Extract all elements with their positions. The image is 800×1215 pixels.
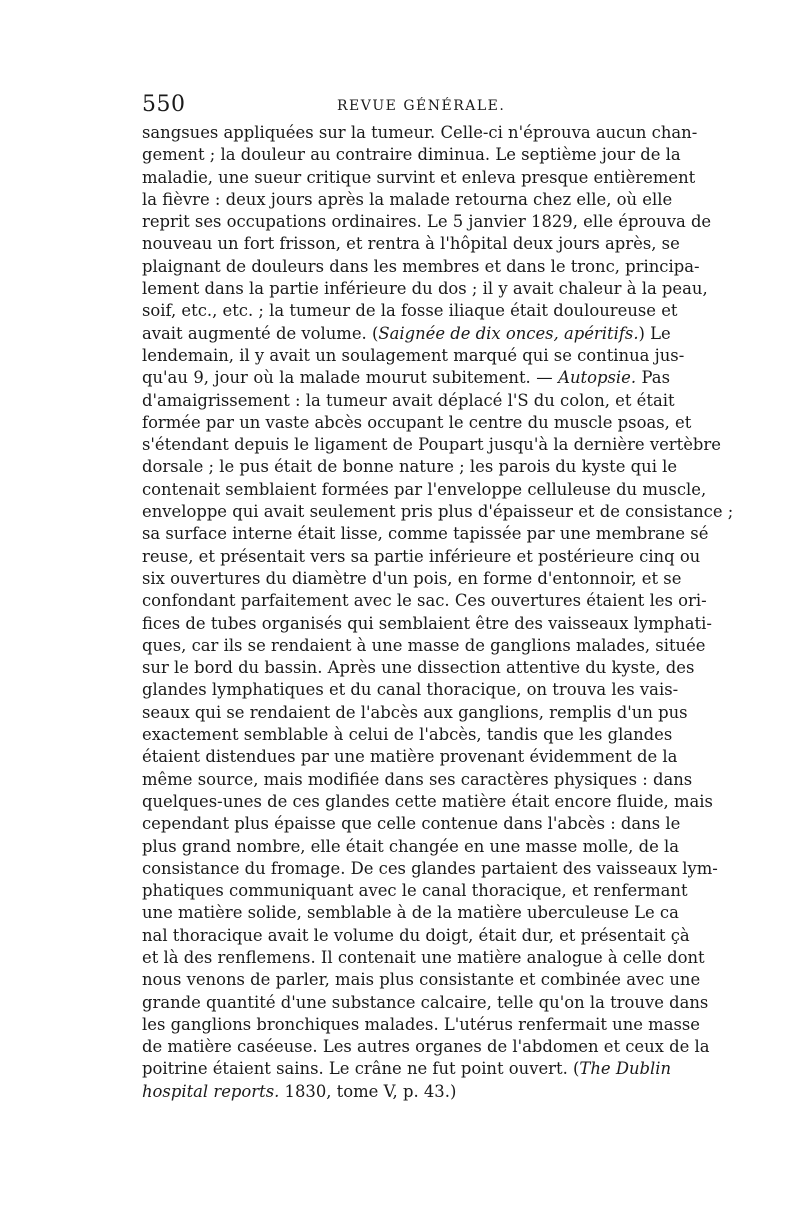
- running-head: [142, 92, 670, 122]
- text-line: [142, 880, 688, 902]
- text-segment: quelques-unes de ces glandes cette matière était encore fluide, mais: [142, 791, 713, 811]
- text-segment: avait augmenté de volume. (: [142, 323, 379, 343]
- text-line: [142, 769, 693, 791]
- text-line: [142, 501, 734, 523]
- text-line: [142, 278, 708, 300]
- text-segment: sa surface interne était lisse, comme tapissée par une membrane sé: [142, 524, 709, 544]
- text-segment: qu'au 9, jour où la malade mourut subitement. —: [142, 368, 559, 388]
- text-segment: les ganglions bronchiques malades. L'utérus renfermait une masse: [142, 1014, 701, 1034]
- text-segment: sur le bord du bassin. Après une dissection attentive du kyste, des: [142, 658, 695, 678]
- text-line: [142, 367, 670, 389]
- italic-text-segment: hospital reports.: [142, 1081, 280, 1101]
- text-segment: reprit ses occupations ordinaires. Le 5 janvier 1829, elle éprouva de: [142, 212, 712, 232]
- text-line: [142, 345, 685, 367]
- text-segment: nouveau un fort frisson, et rentra à l'hôpital deux jours après, se: [142, 234, 680, 254]
- text-line: [142, 456, 678, 478]
- text-segment: ) Le: [638, 323, 671, 343]
- book-page: [142, 92, 734, 1103]
- text-line: [142, 189, 673, 211]
- running-title: REVUE GÉNÉRALE.: [337, 98, 506, 114]
- text-line: [142, 657, 695, 679]
- text-line: [142, 992, 709, 1014]
- text-line: [142, 858, 718, 880]
- text-line: [142, 590, 707, 612]
- text-segment: lement dans la partie inférieure du dos ; il y avait chaleur à la peau,: [142, 279, 708, 299]
- text-line: [142, 1058, 670, 1080]
- text-segment: reuse, et présentait vers sa partie inférieure et postérieure cinq ou: [142, 546, 701, 566]
- text-line: [142, 791, 713, 813]
- text-line: [142, 144, 681, 166]
- italic-text-segment: Saignée de dix onces, apéritifs.: [378, 323, 639, 343]
- text-segment: enveloppe qui avait seulement pris plus d'épaisseur et de consistance ;: [142, 502, 734, 522]
- text-segment: d'amaigrissement : la tumeur avait déplacé l'S du colon, et était: [142, 390, 675, 410]
- text-line: [142, 635, 706, 657]
- text-segment: et là des renflemens. Il contenait une matière analogue à celle dont: [142, 947, 705, 967]
- text-segment: cependant plus épaisse que celle contenue dans l'abcès : dans le: [142, 814, 681, 834]
- text-segment: glandes lymphatiques et du canal thoracique, on trouva les vais-: [142, 680, 679, 700]
- text-segment: poitrine étaient sains. Le crâne ne fut point ouvert. (: [142, 1059, 580, 1079]
- text-segment: gement ; la douleur au contraire diminua. Le septième jour de la: [142, 145, 681, 165]
- text-line: [142, 902, 679, 924]
- text-line: [142, 702, 688, 724]
- text-line: [142, 836, 680, 858]
- text-segment: s'étendant depuis le ligament de Poupart jusqu'à la dernière vertèbre: [142, 435, 721, 455]
- text-line: [142, 1014, 701, 1036]
- text-line: [142, 746, 678, 768]
- text-segment: même source, mais modifiée dans ses caractères physiques : dans: [142, 769, 693, 789]
- text-segment: confondant parfaitement avec le sac. Ces ouvertures étaient les ori-: [142, 591, 707, 611]
- text-line: [142, 211, 712, 233]
- text-line: [142, 122, 698, 144]
- text-segment: la fièvre : deux jours après la malade retourna chez elle, où elle: [142, 189, 673, 209]
- text-line: [142, 813, 681, 835]
- text-segment: 1830, tome V, p. 43.): [279, 1081, 457, 1101]
- text-segment: maladie, une sueur critique survint et enleva presque entièrement: [142, 167, 696, 187]
- italic-text-segment: Autopsie.: [558, 368, 637, 388]
- text-segment: grande quantité d'une substance calcaire, telle qu'on la trouve dans: [142, 992, 709, 1012]
- text-segment: une matière solide, semblable à de la matière uberculeuse Le ca: [142, 903, 679, 923]
- text-line: [142, 925, 690, 947]
- text-line: [142, 724, 673, 746]
- text-segment: plus grand nombre, elle était changée en une masse molle, de la: [142, 836, 680, 856]
- text-segment: phatiques communiquant avec le canal thoracique, et renfermant: [142, 881, 688, 901]
- text-segment: sangsues appliquées sur la tumeur. Celle-ci n'éprouva aucun chan-: [142, 123, 698, 142]
- text-segment: étaient distendues par une matière provenant évidemment de la: [142, 747, 678, 767]
- text-line: [142, 523, 709, 545]
- text-line: [142, 568, 682, 590]
- text-segment: nous venons de parler, mais plus consistante et combinée avec une: [142, 970, 701, 990]
- text-line: [142, 434, 721, 456]
- text-segment: consistance du fromage. De ces glandes partaient des vaisseaux lym-: [142, 858, 718, 878]
- text-line: [142, 969, 701, 991]
- text-segment: lendemain, il y avait un soulagement marqué qui se continua jus-: [142, 345, 685, 365]
- text-line: [142, 613, 712, 635]
- text-segment: six ouvertures du diamètre d'un pois, en forme d'entonnoir, et se: [142, 568, 682, 588]
- text-segment: dorsale ; le pus était de bonne nature ; les parois du kyste qui le: [142, 457, 678, 477]
- text-line: [142, 479, 707, 501]
- text-line: [142, 546, 701, 568]
- text-line: [142, 323, 670, 345]
- text-line: [142, 390, 675, 412]
- text-line: [142, 679, 679, 701]
- text-line: [142, 412, 692, 434]
- text-segment: contenait semblaient formées par l'enveloppe celluleuse du muscle,: [142, 479, 707, 499]
- text-line: [142, 1081, 670, 1103]
- text-segment: Pas: [636, 368, 670, 388]
- text-segment: exactement semblable à celui de l'abcès, tandis que les glandes: [142, 725, 673, 745]
- text-segment: fices de tubes organisés qui semblaient être des vaisseaux lymphati-: [142, 613, 712, 633]
- italic-text-segment: The Dublin: [579, 1059, 672, 1079]
- text-line: [142, 256, 700, 278]
- text-line: [142, 300, 678, 322]
- text-segment: soif, etc., etc. ; la tumeur de la fosse iliaque était douloureuse et: [142, 301, 678, 321]
- text-segment: formée par un vaste abcès occupant le centre du muscle psoas, et: [142, 412, 692, 432]
- page-number: 550: [142, 92, 186, 117]
- text-segment: nal thoracique avait le volume du doigt, était dur, et présentait çà: [142, 925, 690, 945]
- text-segment: ques, car ils se rendaient à une masse de ganglions malades, située: [142, 635, 706, 655]
- text-line: [142, 1036, 710, 1058]
- text-segment: plaignant de douleurs dans les membres et dans le tronc, principa-: [142, 256, 700, 276]
- body-text: [142, 122, 734, 1103]
- text-line: [142, 947, 705, 969]
- text-line: [142, 233, 680, 255]
- text-line: [142, 167, 696, 189]
- text-segment: de matière caséeuse. Les autres organes de l'abdomen et ceux de la: [142, 1037, 710, 1057]
- text-segment: seaux qui se rendaient de l'abcès aux ganglions, remplis d'un pus: [142, 702, 688, 722]
